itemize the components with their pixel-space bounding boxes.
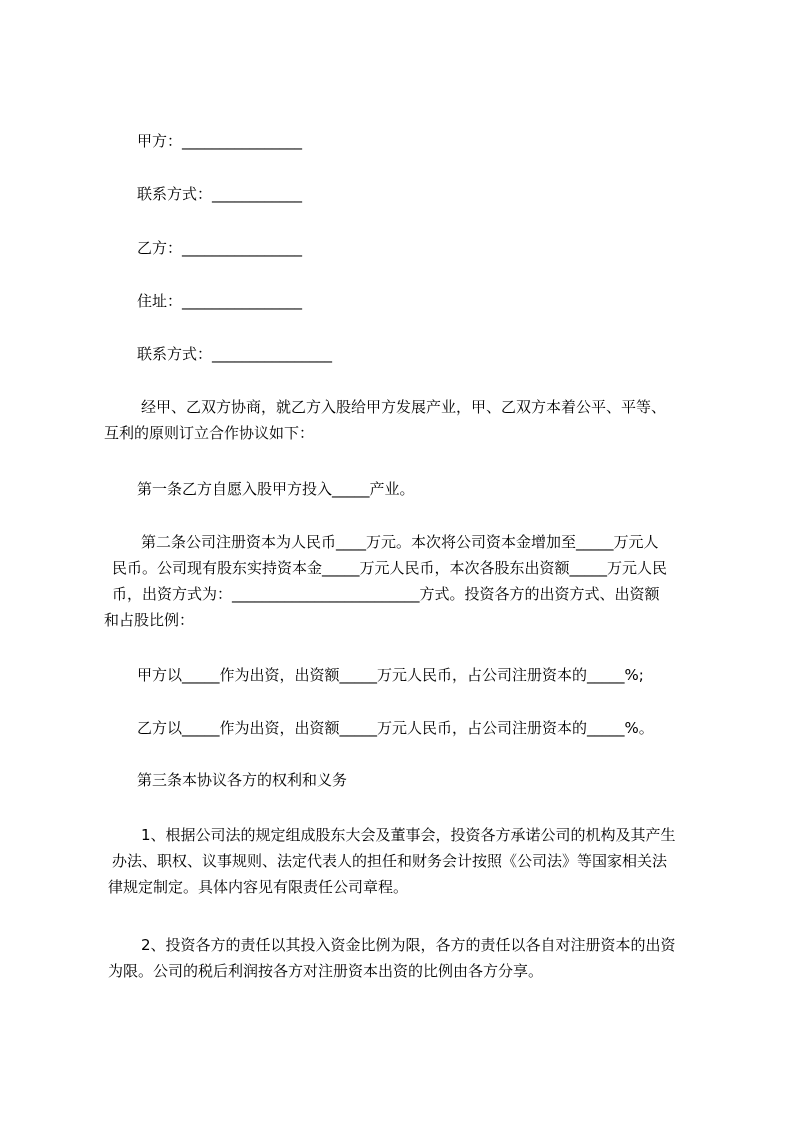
- article-2-line-3: 币，出资方式为：_________________________方式。投资各方的出资方式、出资额: [112, 585, 660, 603]
- article-2-line-2: 民币。公司现有股东实持资本金_____万元人民币，本次各股东出资额_____万元人民: [112, 559, 668, 577]
- clause-1-line-2: 办法、职权、议事规则、法定代表人的担任和财务会计按照《公司法》等国家相关法: [112, 852, 668, 870]
- party-b-field: 乙方：________________: [137, 239, 303, 257]
- article-2-line-1: 第二条公司注册资本为人民币____万元。本次将公司资本金增加至_____万元人: [141, 533, 659, 551]
- clause-2-line-2: 为限。公司的税后利润按各方对注册资本出资的比例由各方分享。: [108, 962, 544, 980]
- address-field: 住址：________________: [137, 292, 303, 310]
- article-3-title: 第三条本协议各方的权利和义务: [137, 771, 348, 789]
- clause-1-line-1: 1、根据公司法的规定组成股东大会及董事会，投资各方承诺公司的机构及其产生: [141, 826, 676, 844]
- clause-1-line-3: 律规定制定。具体内容见有限责任公司章程。: [108, 878, 409, 896]
- clause-2-line-1: 2、投资各方的责任以其投入资金比例为限，各方的责任以各自对注册资本的出资: [141, 936, 676, 954]
- intro-line-2: 互利的原则订立合作协议如下：: [104, 424, 315, 442]
- party-a-contribution: 甲方以_____作为出资，出资额_____万元人民币，占公司注册资本的_____%;: [137, 666, 644, 684]
- article-1: 第一条乙方自愿入股甲方投入_____产业。: [137, 480, 415, 498]
- contact-b-field: 联系方式：________________: [137, 345, 333, 363]
- party-b-contribution: 乙方以_____作为出资，出资额_____万元人民币，占公司注册资本的_____%。: [137, 719, 654, 737]
- article-2-line-4: 和占股比例：: [104, 611, 195, 629]
- party-a-field: 甲方：________________: [137, 132, 303, 150]
- intro-line-1: 经甲、乙双方协商，就乙方入股给甲方发展产业，甲、乙双方本着公平、平等、: [141, 398, 667, 416]
- contact-a-field: 联系方式：____________: [137, 185, 303, 203]
